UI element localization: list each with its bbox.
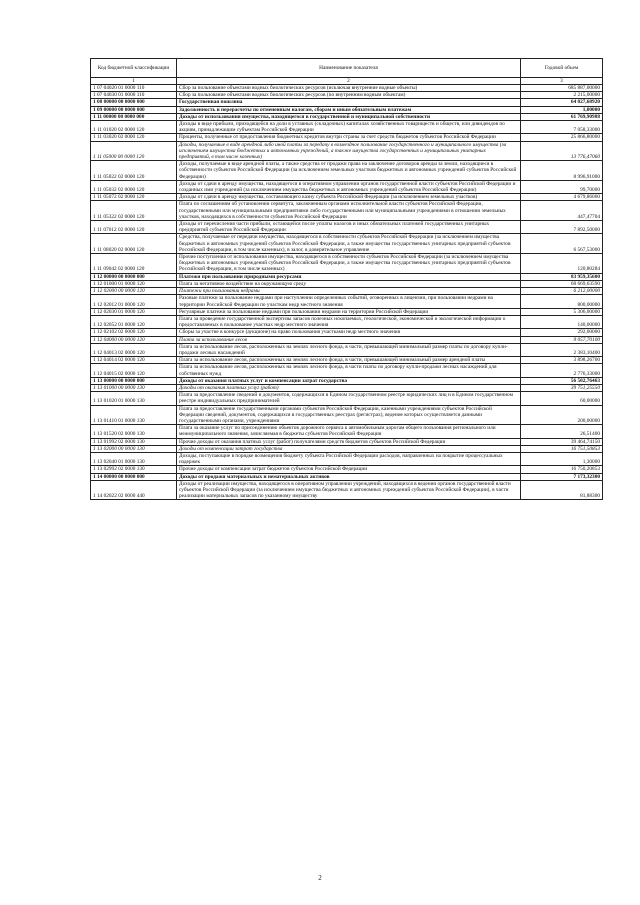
row-code: 1 11 05032 02 0000 120: [91, 180, 177, 193]
row-code: 1 11 05022 02 0000 120: [91, 161, 177, 181]
row-name: Плата за использование лесов, расположенных на землях лесного фонда, в части, превышающей минимальный размер платы по договору купли-продажи лесных насаждений: [177, 343, 521, 356]
table-row: [91, 254, 603, 274]
row-code: 1 12 04015 02 0000 120: [91, 364, 177, 377]
row-name: Регулярные платежи за пользование недрами при пользовании недрами на территории Российской Федерации: [177, 308, 521, 315]
row-code: 1 12 04000 00 0000 120: [91, 336, 177, 343]
row-value: 26,51400: [521, 425, 603, 438]
column-number-2: 2: [177, 78, 521, 85]
row-value: 8 996,91000: [521, 161, 603, 181]
row-code: 1 11 08020 02 0000 120: [91, 234, 177, 254]
row-value: 61 769,90988: [521, 113, 603, 120]
table-row: [91, 106, 603, 113]
table-row: [91, 425, 603, 438]
row-name: Доходы от реализации имущества, находящегося в оперативном управлении учреждений, находящихся в ведении органов государственной власти субъектов Российской Федерации (за исключением имущества бюджетных и автономных учреждений субъектов Российской Федерации), в части реализации материальных запасов по указанному имуществу: [177, 480, 521, 500]
row-name: Доходы от оказания платных услуг (работ): [177, 384, 521, 391]
row-code: 1 13 01020 01 0000 130: [91, 392, 177, 405]
table-row: [91, 161, 603, 181]
header-code: Код бюджетной классификации: [91, 59, 177, 78]
row-name: Плата за использование лесов, расположенных на землях лесного фонда, в части, превышающей минимальный размер арендной платы: [177, 357, 521, 364]
row-value: 7 058,33000: [521, 121, 603, 134]
row-code: 1 09 00000 00 0000 000: [91, 106, 177, 113]
row-code: 1 13 01000 00 0000 130: [91, 384, 177, 391]
row-name: Плата за оказание услуг по присоединению объектов дорожного сервиса к автомобильным дорогам общего пользования регионального или межмуниципального значения, зачисляемая в бюджеты субъектов Российской Федерации: [177, 425, 521, 438]
row-value: 120,80284: [521, 254, 603, 274]
row-value: 292,00000: [521, 329, 603, 336]
row-name: Прочие доходы от оказания платных услуг (работ) получателями средств бюджетов субъектов Российской Федерации: [177, 438, 521, 445]
row-value: 5 306,00000: [521, 308, 603, 315]
table-row: [91, 99, 603, 106]
row-code: 1 12 04014 02 0000 120: [91, 357, 177, 364]
row-code: 1 12 02000 00 0000 120: [91, 288, 177, 295]
table-row: [91, 343, 603, 356]
table-row: [91, 377, 603, 384]
row-name: Сбор за пользование объектами водных биологических ресурсов (исключая внутренние водные объекты): [177, 85, 521, 92]
table-row: [91, 452, 603, 465]
row-name: Плата за предоставление государственными органами субъектов Российской Федерации, казенными учреждениями субъектов Российской Федерации сведений, документов, содержащихся в государственных реестрах (регистрах), ведение которых осуществляется данными государственными органами, учреждениями: [177, 405, 521, 425]
table-row: [91, 329, 603, 336]
row-code: 1 12 02012 01 0000 120: [91, 295, 177, 308]
row-value: 800,00000: [521, 295, 603, 308]
row-value: 39 751,25550: [521, 384, 603, 391]
table-body: [91, 85, 603, 500]
table-row: [91, 134, 603, 141]
row-code: 1 11 00000 00 0000 000: [91, 113, 177, 120]
table-row: [91, 180, 603, 193]
table-row: [91, 364, 603, 377]
row-code: 1 11 05072 02 0000 120: [91, 194, 177, 201]
table-header-row: [91, 59, 603, 78]
row-code: 1 14 02022 02 0000 440: [91, 480, 177, 500]
row-name: Доходы от компенсации затрат государства: [177, 445, 521, 452]
row-value: 200,00000: [521, 405, 603, 425]
table-row: [91, 466, 603, 473]
row-value: 16 750,20853: [521, 466, 603, 473]
row-name: Доходы в виде прибыли, приходящейся на доли в уставных (складочных) капиталах хозяйственных товариществ и обществ, или дивидендов по акциям, принадлежащим субъектам Российской Федерации: [177, 121, 521, 134]
row-value: 7 892,50000: [521, 221, 603, 234]
page-number: 2: [318, 874, 322, 882]
row-name: Государственная пошлина: [177, 99, 521, 106]
row-code: 1 11 09042 02 0000 120: [91, 254, 177, 274]
row-value: 60,00000: [521, 392, 603, 405]
budget-table-sheet: [90, 58, 602, 500]
row-name: Доходы, получаемые в виде арендной платы, а также средства от продажи права на заключение договоров аренды за земли, находящиеся в собственности субъектов Российской Федерации (за исключением земельных участков бюджетных и автономных учреждений субъектов Российской Федерации): [177, 161, 521, 181]
row-name: Плата за использование лесов, расположенных на землях лесного фонда, в части платы по договору купли-продажи лесных насаждений для собственных нужд: [177, 364, 521, 377]
row-value: 1,00000: [521, 106, 603, 113]
row-code: 1 13 02000 00 0000 130: [91, 445, 177, 452]
table-row: [91, 121, 603, 134]
row-name: Разовые платежи за пользование недрами при наступлении определенных событий, оговоренных в лицензии, при пользовании недрами на территории Российской Федерации по участкам недр местного значения: [177, 295, 521, 308]
row-code: 1 11 07012 02 0000 120: [91, 221, 177, 234]
table-row: [91, 384, 603, 391]
row-name: Плата за негативное воздействие на окружающую среду: [177, 280, 521, 287]
row-value: 6 212,00000: [521, 288, 603, 295]
row-code: 1 07 04020 01 0000 110: [91, 85, 177, 92]
row-value: 25 866,80000: [521, 134, 603, 141]
row-value: 83 959,35600: [521, 273, 603, 280]
row-code: 1 11 03020 02 0000 120: [91, 134, 177, 141]
table-row: [91, 438, 603, 445]
row-code: 1 11 05000 00 0000 120: [91, 141, 177, 161]
row-name: Задолженность и перерасчеты по отмененным налогам, сборам и иным обязательным платежам: [177, 106, 521, 113]
budget-revenue-table: [90, 58, 603, 500]
column-number-3: 3: [521, 78, 603, 85]
table-row: [91, 288, 603, 295]
row-code: 1 13 01520 02 0000 130: [91, 425, 177, 438]
header-name: Наименование показателя: [177, 59, 521, 78]
row-value: 13 776,47060: [521, 141, 603, 161]
row-name: Сборы за участие в конкурсе (аукционе) на право пользования участками недр местного значения: [177, 329, 521, 336]
row-code: 1 07 04030 01 0000 110: [91, 92, 177, 99]
row-name: Проценты, полученные от предоставления бюджетных кредитов внутри страны за счет средств бюджетов субъектов Российской Федерации: [177, 134, 521, 141]
row-value: 39 464,74150: [521, 438, 603, 445]
table-row: [91, 392, 603, 405]
table-row: [91, 141, 603, 161]
row-value: 81,88300: [521, 480, 603, 500]
row-name: Платежи при пользовании недрами: [177, 288, 521, 295]
row-name: Доходы, поступающие в порядке возмещения бюджету субъекта Российской Федерации расходов, направленных на покрытие процессуальных издержек: [177, 452, 521, 465]
row-value: 7 173,32300: [521, 473, 603, 480]
row-value: 56 502,76463: [521, 377, 603, 384]
table-row: [91, 308, 603, 315]
table-row: [91, 194, 603, 201]
row-code: 1 13 00000 00 0000 000: [91, 377, 177, 384]
row-value: 447,47704: [521, 201, 603, 221]
row-code: 1 11 01020 02 0000 120: [91, 121, 177, 134]
table-row: [91, 221, 603, 234]
table-row: [91, 113, 603, 120]
table-row: [91, 473, 603, 480]
row-value: 68 669,63590: [521, 280, 603, 287]
row-value: 16 751,50853: [521, 445, 603, 452]
row-name: Платежи при пользовании природными ресурсами: [177, 273, 521, 280]
table-row: [91, 92, 603, 99]
row-value: 2 215,00000: [521, 92, 603, 99]
row-code: 1 13 01992 02 0000 130: [91, 438, 177, 445]
row-value: 2 383,10400: [521, 343, 603, 356]
column-number-row: [91, 78, 603, 85]
row-value: 6 567,53000: [521, 234, 603, 254]
table-row: [91, 480, 603, 500]
row-name: Доходы от продажи материальных и нематериальных активов: [177, 473, 521, 480]
row-name: Прочие поступления от использования имущества, находящегося в собственности субъектов Российской Федерации (за исключением имущества бюджетных и автономных учреждений субъектов Российской Федерации, а также имущества государственных унитарных предприятий субъектов Российской Федерации, в том числе казенных): [177, 254, 521, 274]
row-name: Прочие доходы от компенсации затрат бюджетов субъектов Российской Федерации: [177, 466, 521, 473]
table-row: [91, 315, 603, 328]
row-code: 1 12 02102 02 0000 120: [91, 329, 177, 336]
row-name: Плата за предоставление сведений и документов, содержащихся в Едином государственном реестре юридических лиц и в Едином государственном реестре индивидуальных предпринимателей: [177, 392, 521, 405]
row-value: 1,30000: [521, 452, 603, 465]
table-row: [91, 357, 603, 364]
table-row: [91, 405, 603, 425]
row-code: 1 13 02992 02 0000 130: [91, 466, 177, 473]
row-name: Доходы от сдачи в аренду имущества, составляющего казну субъекта Российской Федерации (за исключением земельных участков): [177, 194, 521, 201]
row-name: Плата за проведение государственной экспертизы запасов полезных ископаемых, геологической, экономической и экологической информации о предоставляемых в пользование участках недр местного значения: [177, 315, 521, 328]
row-value: 685 887,00000: [521, 85, 603, 92]
row-name: Плата за использование лесов: [177, 336, 521, 343]
table-row: [91, 445, 603, 452]
row-name: Доходы от сдачи в аренду имущества, находящегося в оперативном управлении органов государственной власти субъектов Российской Федерации и созданных ими учреждений (за исключением имущества бюджетных и автономных учреждений субъектов Российской Федерации): [177, 180, 521, 193]
row-name: Средства, получаемые от передачи имущества, находящегося в собственности субъектов Российской Федерации (за исключением имущества бюджетных и автономных учреждений субъектов Российской Федерации, а также имущества государственных унитарных предприятий субъектов Российской Федерации, в том числе казенных), в залог, в доверительное управление: [177, 234, 521, 254]
table-row: [91, 234, 603, 254]
row-code: 1 12 00000 00 0000 000: [91, 273, 177, 280]
row-value: 9 057,70100: [521, 336, 603, 343]
row-name: Доходы от перечисления части прибыли, остающейся после уплаты налогов и иных обязательных платежей государственных унитарных предприятий субъектов Российской Федерации: [177, 221, 521, 234]
row-value: 64 027,68920: [521, 99, 603, 106]
row-code: 1 13 01410 01 0000 130: [91, 405, 177, 425]
row-code: 1 14 00000 00 0000 000: [91, 473, 177, 480]
row-value: 4 679,86060: [521, 194, 603, 201]
table-row: [91, 336, 603, 343]
row-value: 140,00000: [521, 315, 603, 328]
row-value: 99,70000: [521, 180, 603, 193]
table-row: [91, 295, 603, 308]
header-value: Годовой объем: [521, 59, 603, 78]
row-name: Плата по соглашениям об установлении сервитута, заключенным органами исполнительной власти субъектов Российской Федерации, государственными или муниципальными предприятиями либо государственными или муниципальными учреждениями в отношении земельных участков, находящихся в собственности субъектов Российской Федерации: [177, 201, 521, 221]
row-name: Доходы от использования имущества, находящегося в государственной и муниципальной собственности: [177, 113, 521, 120]
row-code: 1 12 01000 01 0000 120: [91, 280, 177, 287]
row-code: 1 12 02030 01 0000 120: [91, 308, 177, 315]
row-code: 1 08 00000 00 0000 000: [91, 99, 177, 106]
row-code: 1 12 04013 02 0000 120: [91, 343, 177, 356]
row-value: 3 898,26700: [521, 357, 603, 364]
row-name: Доходы от оказания платных услуг и компенсации затрат государства: [177, 377, 521, 384]
row-code: 1 13 02040 01 0000 130: [91, 452, 177, 465]
row-value: 2 776,33000: [521, 364, 603, 377]
table-row: [91, 273, 603, 280]
table-row: [91, 201, 603, 221]
row-code: 1 12 02052 01 0000 120: [91, 315, 177, 328]
table-row: [91, 280, 603, 287]
row-name: Доходы, получаемые в виде арендной либо иной платы за передачу в возмездное пользование государственного и муниципального имущества (за исключением имущества бюджетных и автономных учреждений, а также имущества государственных и муниципальных унитарных предприятий, в том числе казенных): [177, 141, 521, 161]
column-number-1: 1: [91, 78, 177, 85]
row-code: 1 11 05322 02 0000 120: [91, 201, 177, 221]
table-row: [91, 85, 603, 92]
row-name: Сбор за пользование объектами водных биологических ресурсов (по внутренним водным объектам): [177, 92, 521, 99]
